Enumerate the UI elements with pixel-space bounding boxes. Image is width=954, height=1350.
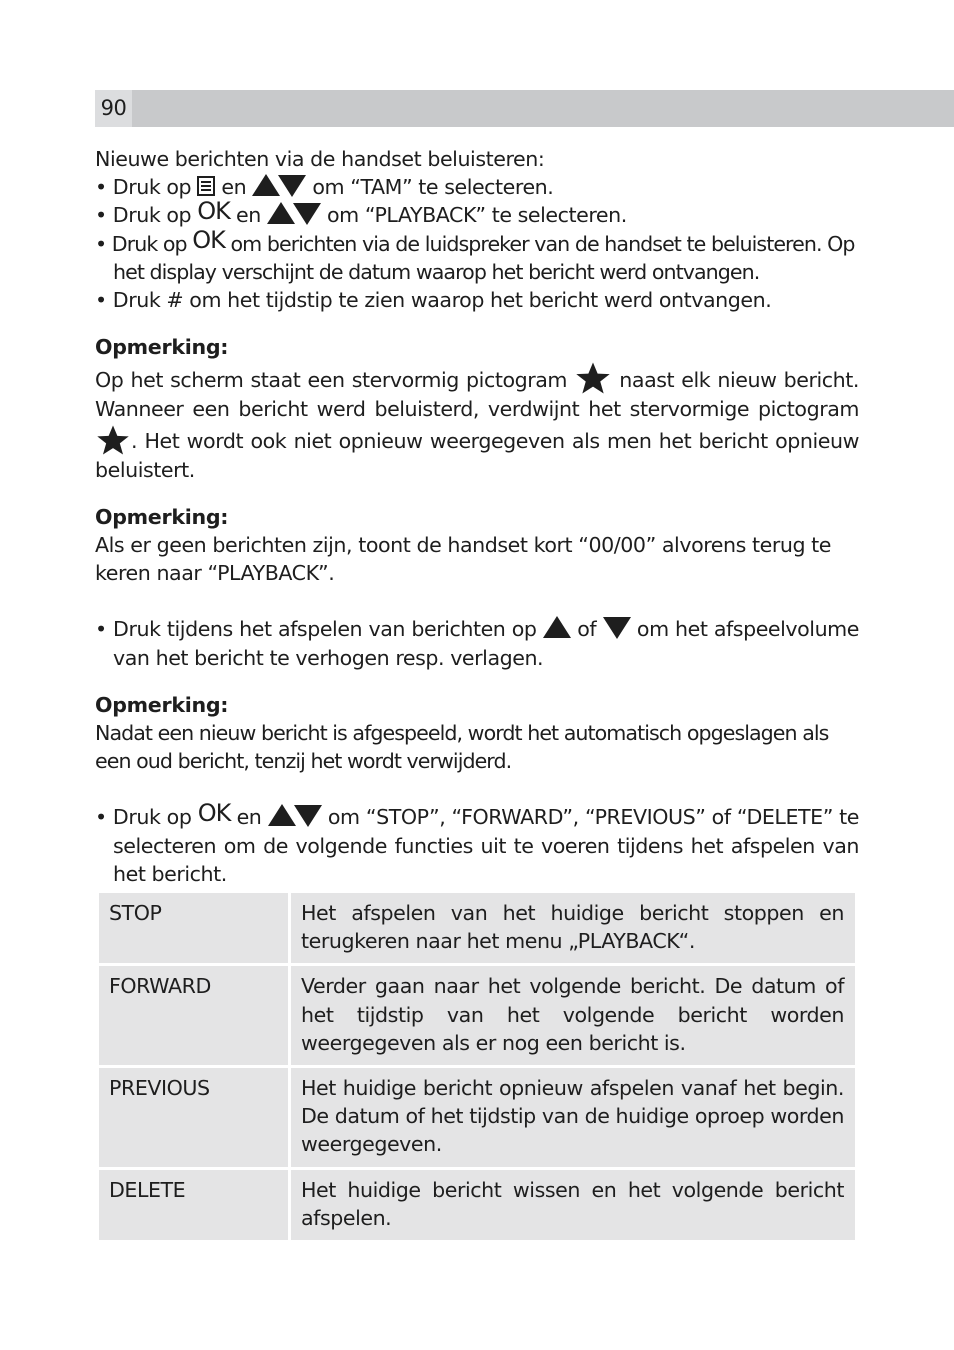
table-row: [99, 1068, 855, 1167]
note-star-icon-text: Op het scherm staat een stervormig pictogram naast elk nieuw bericht. Wanneer een bericht werd beluisterd, verdwijnt het stervormige pictogram . Het wordt ook niet opnieuw weergegeven als men het bericht opnieuw beluistert.: [95, 361, 859, 483]
bullet-select-playback: • Druk op OK en / om “PLAYBACK” te selecteren.: [95, 197, 627, 228]
triangle-down-icon: [293, 203, 321, 225]
function-description: Het huidige bericht wissen en het volgende bericht afspelen.: [291, 1170, 855, 1240]
section-intro: Nieuwe berichten via de handset beluisteren:: [95, 147, 545, 171]
bullet-show-time: • Druk # om het tijdstip te zien waarop het bericht werd ontvangen.: [95, 288, 772, 313]
triangle-down-icon: [278, 175, 306, 197]
note-title: Opmerking:: [95, 335, 229, 360]
ok-key-label: OK: [197, 799, 231, 828]
function-name: DELETE: [99, 1170, 288, 1240]
function-description: Verder gaan naar het volgende bericht. De datum of het tijdstip van het volgende bericht worden weergegeven als er nog een bericht is.: [291, 966, 855, 1065]
table-row: [99, 893, 855, 963]
table-row: [99, 1170, 855, 1240]
function-name: PREVIOUS: [99, 1068, 288, 1167]
function-name: FORWARD: [99, 966, 288, 1065]
function-description: Het afspelen van het huidige bericht stoppen en terugkeren naar het menu „PLAYBACK“.: [291, 893, 855, 963]
note-title: Opmerking:: [95, 692, 229, 717]
function-description: Het huidige bericht opnieuw afspelen vanaf het begin. De datum of het tijdstip van de huidige oproep worden weergegeven.: [291, 1068, 855, 1167]
header-band: [95, 90, 954, 127]
note-no-messages-text: Als er geen berichten zijn, toont de handset kort “00/00” alvorens terug te keren naar “PLAYBACK”.: [95, 533, 832, 586]
ok-key-label: OK: [192, 225, 225, 254]
bullet-listen-speaker: • Druk op OK om berichten via de luidspreker van de handset te beluisteren. Op het display verschijnt de datum waarop het bericht werd ontvangen.: [95, 225, 855, 284]
menu-icon: [197, 176, 215, 196]
note-title: Opmerking:: [95, 504, 229, 529]
function-name: STOP: [99, 893, 288, 963]
star-icon: [574, 361, 612, 395]
triangle-up-icon: [543, 616, 571, 638]
table-row: [99, 966, 855, 1065]
bullet-volume: • Druk tijdens het afspelen van berichten op of om het afspeelvolume van het bericht te verhogen resp. verlagen.: [95, 617, 860, 670]
page-content: [95, 145, 859, 888]
note-auto-save-text: Nadat een nieuw bericht is afgespeeld, wordt het automatisch opgeslagen als een oud bericht, tenzij het wordt verwijderd.: [95, 721, 829, 774]
bullet-select-tam: • Druk op en / om “TAM” te selecteren.: [95, 175, 554, 200]
page-number: 90: [95, 90, 132, 127]
bullet-functions: • Druk op OK en / om “STOP”, “FORWARD”, “PREVIOUS” of “DELETE” te selecteren om de volgende functies uit te voeren tijdens het afspelen van het bericht.: [95, 799, 860, 886]
ok-key-label: OK: [197, 197, 230, 226]
triangle-down-icon: [603, 617, 631, 639]
functions-table: [96, 890, 858, 1243]
triangle-down-icon: [294, 805, 322, 827]
star-icon: [95, 424, 131, 456]
